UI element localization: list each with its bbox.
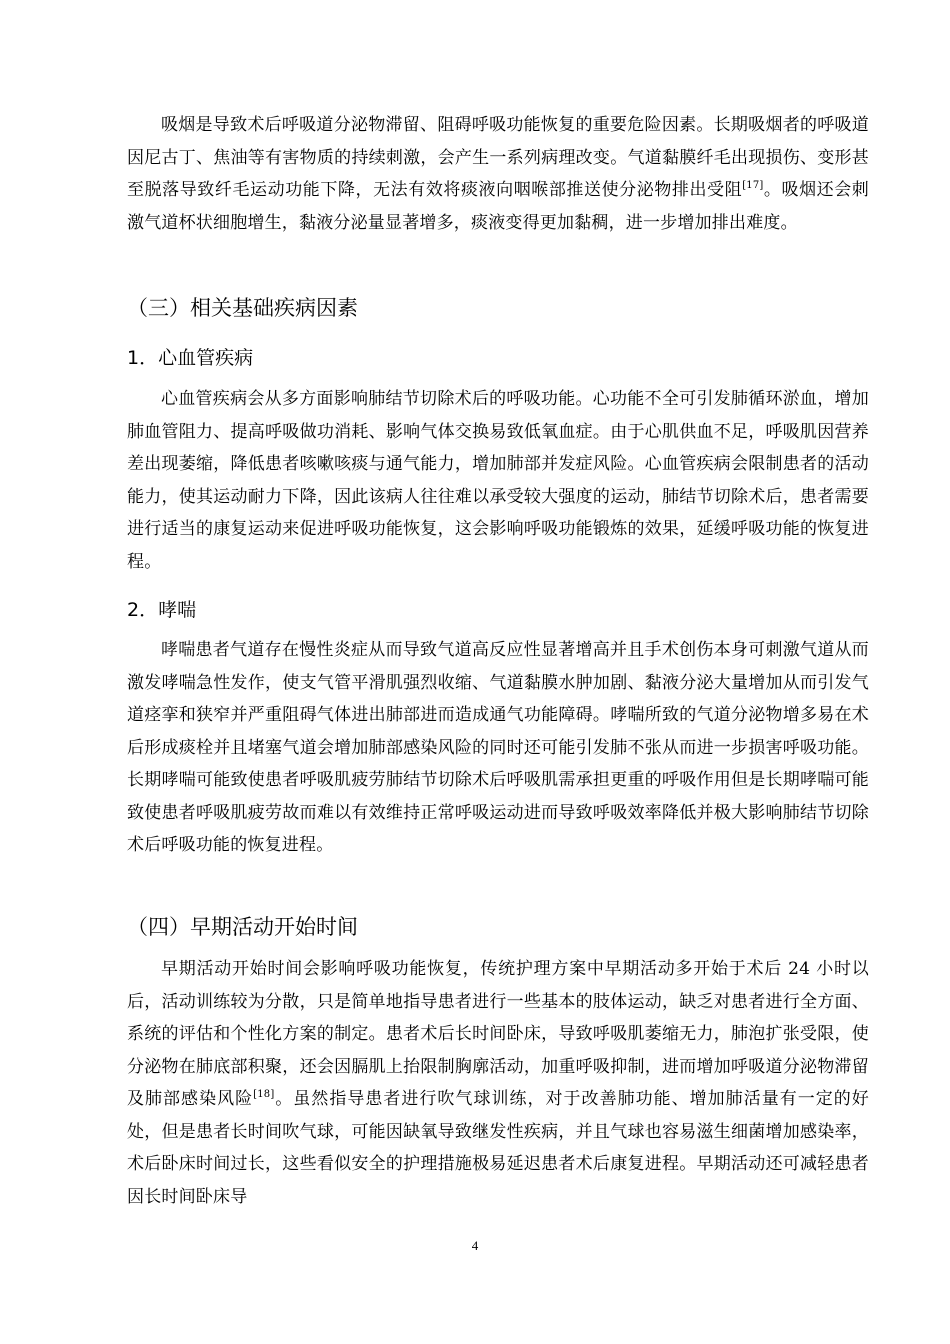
paragraph-early-activity-text-cont: 。虽然指导患者进行吹气球训练，对于改善肺功能、增加肺活量有一定的好处，但是患者长时间吹气球，可能因缺氧导致继发性疾病，并且气球也容易滋生细菌增加感染率，术后卧床时间过长，这些看似安全的护理措施极易延迟患者术后康复进程。早期活动还可减轻患者因长时间卧床导 <box>127 1089 869 1207</box>
section-3-heading: （三）相关基础疾病因素 <box>127 296 358 320</box>
page-number: 4 <box>471 1238 479 1253</box>
paragraph-smoking-text: 吸烟是导致术后呼吸道分泌物滞留、阻碍呼吸功能恢复的重要危险因素。长期吸烟者的呼吸道因尼古丁、焦油等有害物质的持续刺激，会产生一系列病理改变。气道黏膜纤毛出现损伤、变形甚至脱落导致纤毛运动功能下降，无法有效将痰液向咽喉部推送使分泌物排出受阻 <box>127 115 869 200</box>
citation-18: [18] <box>253 1089 275 1100</box>
paragraph-cardiovascular: 心血管疾病会从多方面影响肺结节切除术后的呼吸功能。心功能不全可引发肺循环淤血，增加肺血管阻力、提高呼吸做功消耗、影响气体交换易致低氧血症。由于心肌供血不足，呼吸肌因营养差出现萎缩，降低患者咳嗽咳痰与通气能力，增加肺部并发症风险。心血管疾病会限制患者的活动能力，使其运动耐力下降，因此该病人往往难以承受较大强度的运动，肺结节切除术后，患者需要进行适当的康复运动来促进呼吸功能恢复，这会影响呼吸功能锻炼的效果，延缓呼吸功能的恢复进程。 <box>127 389 869 572</box>
paragraph-smoking-text-cont: 。吸烟还会刺激气道杯状细胞增生，黏液分泌量显著增多，痰液变得更加黏稠，进一步增加排出难度。 <box>127 180 869 233</box>
section-4-heading: （四）早期活动开始时间 <box>127 915 358 939</box>
paragraph-smoking <box>127 109 869 239</box>
citation-17: [17] <box>742 180 764 191</box>
paragraph-early-activity-text: 早期活动开始时间会影响呼吸功能恢复，传统护理方案中早期活动多开始于术后 24 小时以后，活动训练较为分散，只是简单地指导患者进行一些基本的肢体运动，缺乏对患者进行全方面、系统的评估和个性化方案的制定。患者术后长时间卧床，导致呼吸肌萎缩无力，肺泡扩张受限，使分泌物在肺底部积聚，还会因膈肌上抬限制胸廓活动，加重呼吸抑制，进而增加呼吸道分泌物滞留及肺部感染风险 <box>127 959 869 1109</box>
subsection-cardiovascular-heading: 1．心血管疾病 <box>127 347 254 369</box>
subsection-asthma-heading: 2．哮喘 <box>127 599 197 621</box>
paragraph-early-activity <box>127 953 869 1213</box>
paragraph-asthma: 哮喘患者气道存在慢性炎症从而导致气道高反应性显著增高并且手术创伤本身可刺激气道从而激发哮喘急性发作，使支气管平滑肌强烈收缩、气道黏膜水肿加剧、黏液分泌大量增加从而引发气道痉挛和狭窄并严重阻碍气体进出肺部进而造成通气功能障碍。哮喘所致的气道分泌物增多易在术后形成痰栓并且堵塞气道会增加肺部感染风险的同时还可能引发肺不张从而进一步损害呼吸功能。长期哮喘可能致使患者呼吸肌疲劳肺结节切除术后呼吸肌需承担更重的呼吸作用但是长期哮喘可能致使患者呼吸肌疲劳故而难以有效维持正常呼吸运动进而导致呼吸效率降低并极大影响肺结节切除术后呼吸功能的恢复进程。 <box>127 640 869 855</box>
